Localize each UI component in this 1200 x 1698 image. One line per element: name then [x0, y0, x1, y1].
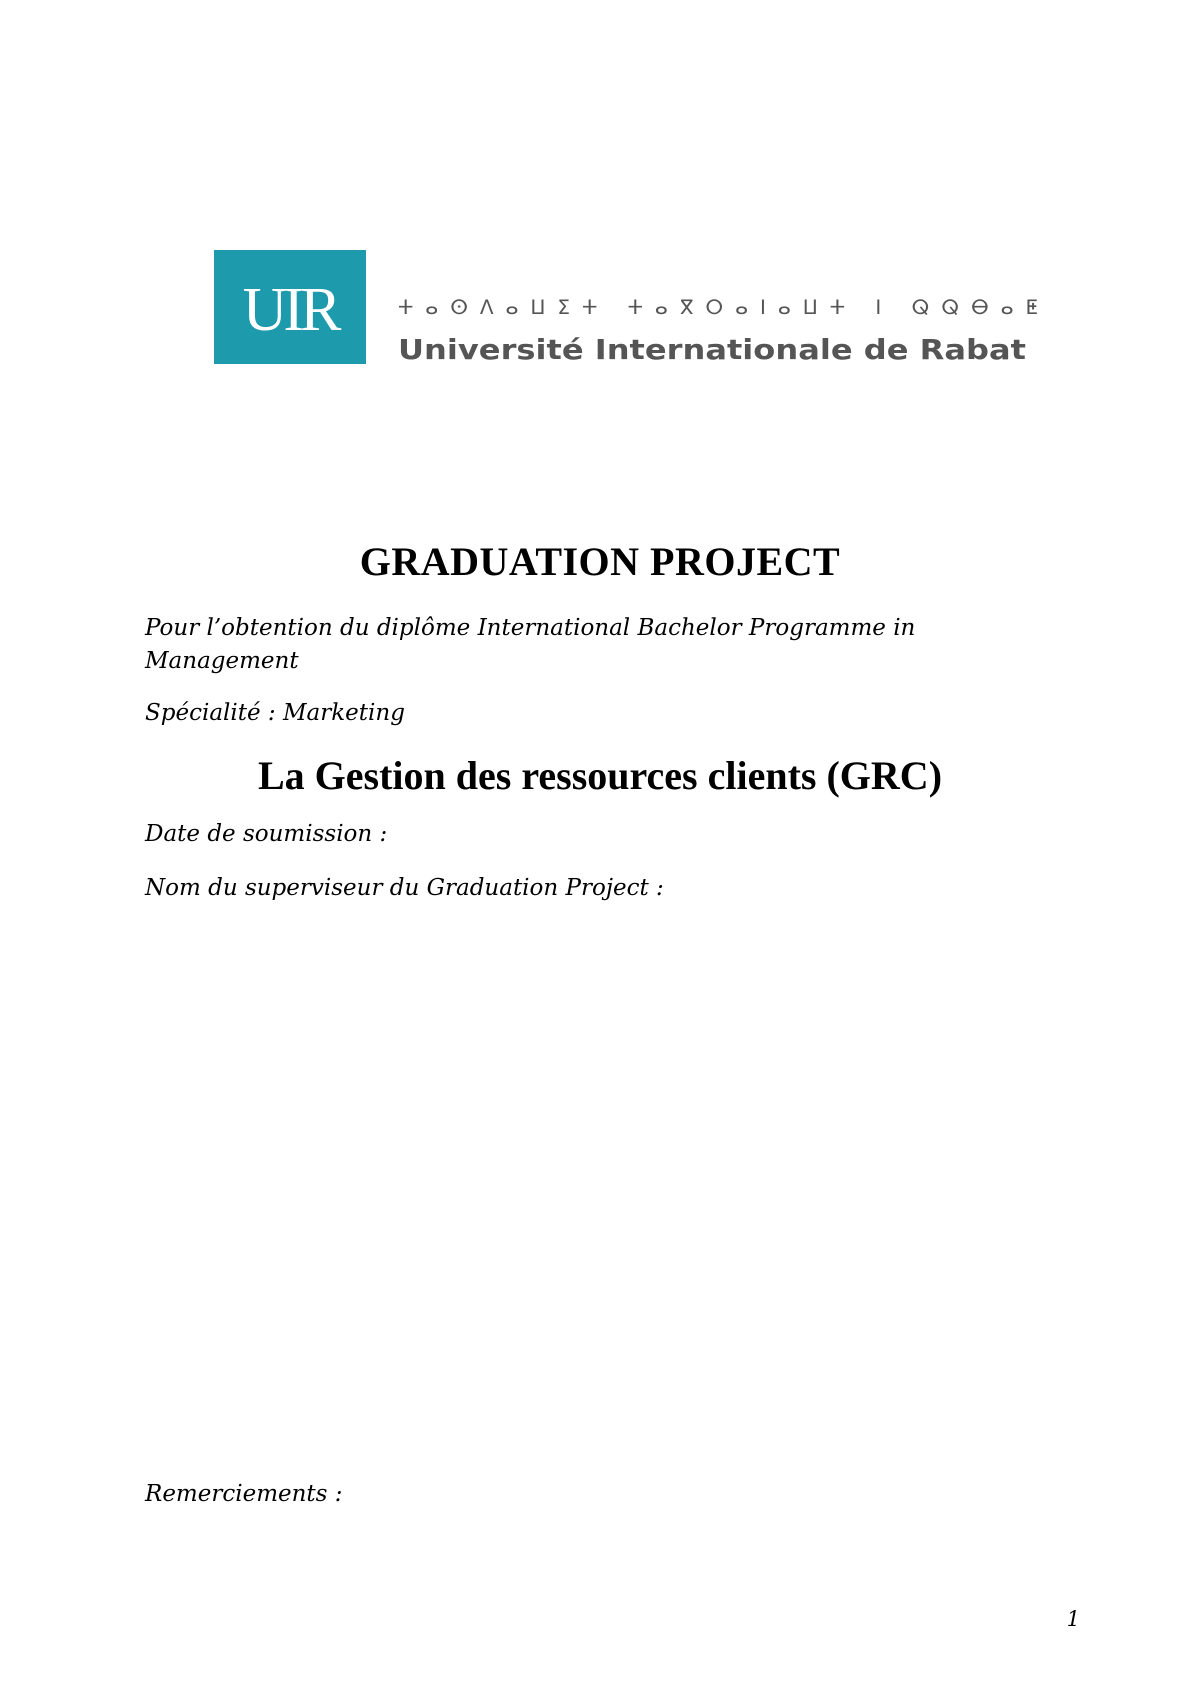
logo-monogram: UIR	[242, 276, 338, 344]
uir-monogram-logo	[214, 250, 366, 364]
acknowledgements-label: Remerciements :	[145, 1481, 343, 1507]
page-number: 1	[1066, 1607, 1080, 1631]
logo-tifinagh-name: ⵜⴰⵙⴷⴰⵡⵉⵜ ⵜⴰⴳⵔⴰⵏⴰⵡⵜ ⵏ ⵕⵕⴱⴰⵟ	[398, 295, 1038, 319]
university-logo	[214, 250, 1038, 364]
logo-latin-name: Université Internationale de Rabat	[398, 334, 1026, 364]
submission-date-label: Date de soumission :	[145, 821, 388, 847]
specialty-line: Spécialité : Marketing	[145, 700, 405, 726]
project-subject-title: La Gestion des ressources clients (GRC)	[257, 753, 943, 798]
document-title: GRADUATION PROJECT	[359, 539, 841, 584]
diploma-purpose: Pour l’obtention du diplôme International Bachelor Programme in Management	[145, 615, 916, 674]
logo-wordmark	[398, 250, 1038, 364]
supervisor-name-label: Nom du superviseur du Graduation Project :	[145, 875, 664, 901]
